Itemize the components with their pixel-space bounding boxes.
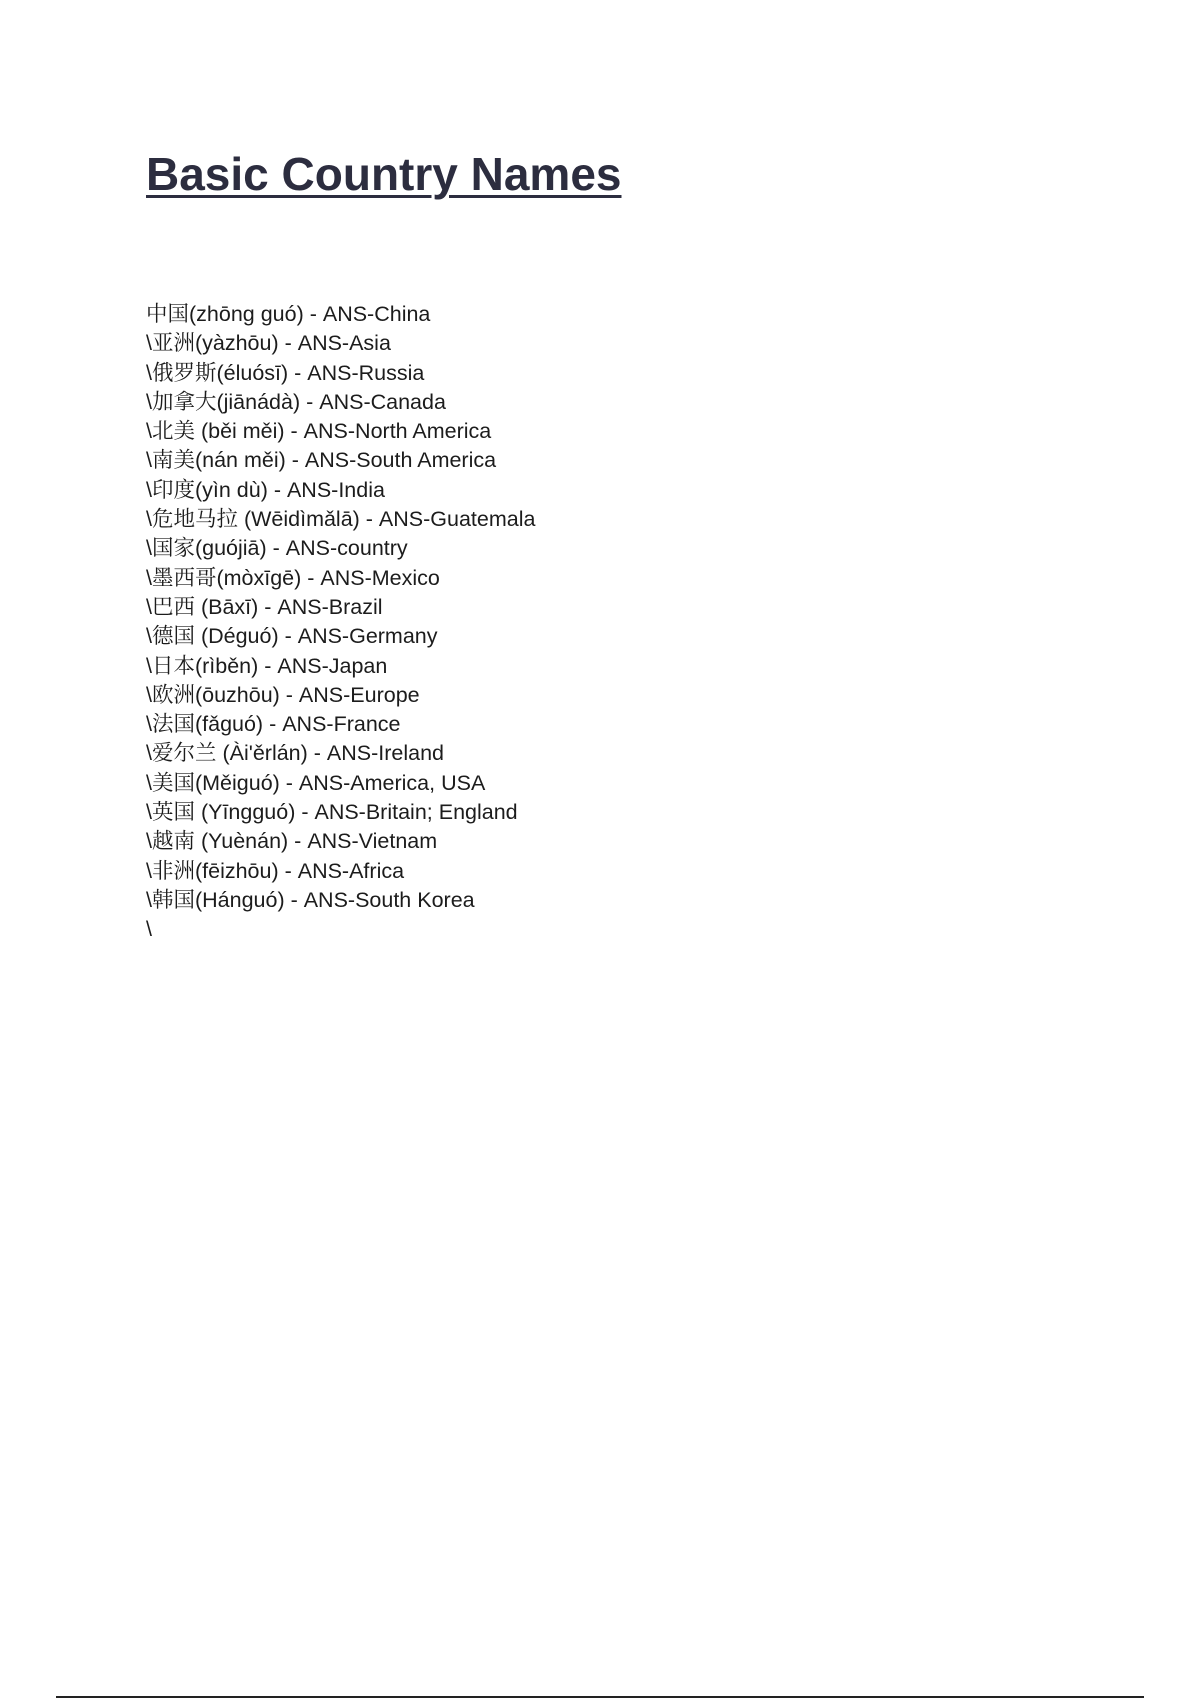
list-item: \欧洲(ōuzhōu) - ANS-Europe — [146, 682, 420, 707]
list-item: \亚洲(yàzhōu) - ANS-Asia — [146, 331, 391, 356]
list-item: \巴西 (Bāxī) - ANS-Brazil — [146, 594, 383, 619]
list-item: \德国 (Déguó) - ANS-Germany — [146, 624, 438, 649]
list-item: \法国(fǎguó) - ANS-France — [146, 712, 401, 737]
list-item: \南美(nán měi) - ANS-South America — [146, 448, 497, 473]
list-item: \印度(yìn dù) - ANS-India — [146, 477, 385, 502]
list-item: \日本(rìběn) - ANS-Japan — [146, 653, 388, 678]
list-item: \俄罗斯(éluósī) - ANS-Russia — [146, 360, 425, 385]
page-title: Basic Country Names — [146, 148, 622, 200]
list-item: \爱尔兰 (Ài'ěrlán) - ANS-Ireland — [146, 741, 445, 766]
list-item: \墨西哥(mòxīgē) - ANS-Mexico — [146, 565, 440, 590]
list-item: \美国(Měiguó) - ANS-America, USA — [146, 770, 486, 795]
list-item: \韩国(Hánguó) - ANS-South Korea — [146, 887, 475, 912]
country-name-list — [146, 300, 535, 945]
list-item: \加拿大(jiānádà) - ANS-Canada — [146, 389, 446, 414]
list-item: \危地马拉 (Wēidìmǎlā) - ANS-Guatemala — [146, 507, 536, 532]
list-item: \ — [146, 917, 152, 942]
list-item: \英国 (Yīngguó) - ANS-Britain; England — [146, 800, 518, 825]
footer-divider — [56, 1696, 1144, 1698]
list-item: \越南 (Yuènán) - ANS-Vietnam — [146, 829, 438, 854]
list-item: 中国(zhōng guó) - ANS-China — [146, 302, 431, 326]
list-item: \非洲(fēizhōu) - ANS-Africa — [146, 858, 405, 883]
list-item: \国家(guójiā) - ANS-country — [146, 536, 408, 561]
list-item: \北美 (běi měi) - ANS-North America — [146, 419, 492, 444]
